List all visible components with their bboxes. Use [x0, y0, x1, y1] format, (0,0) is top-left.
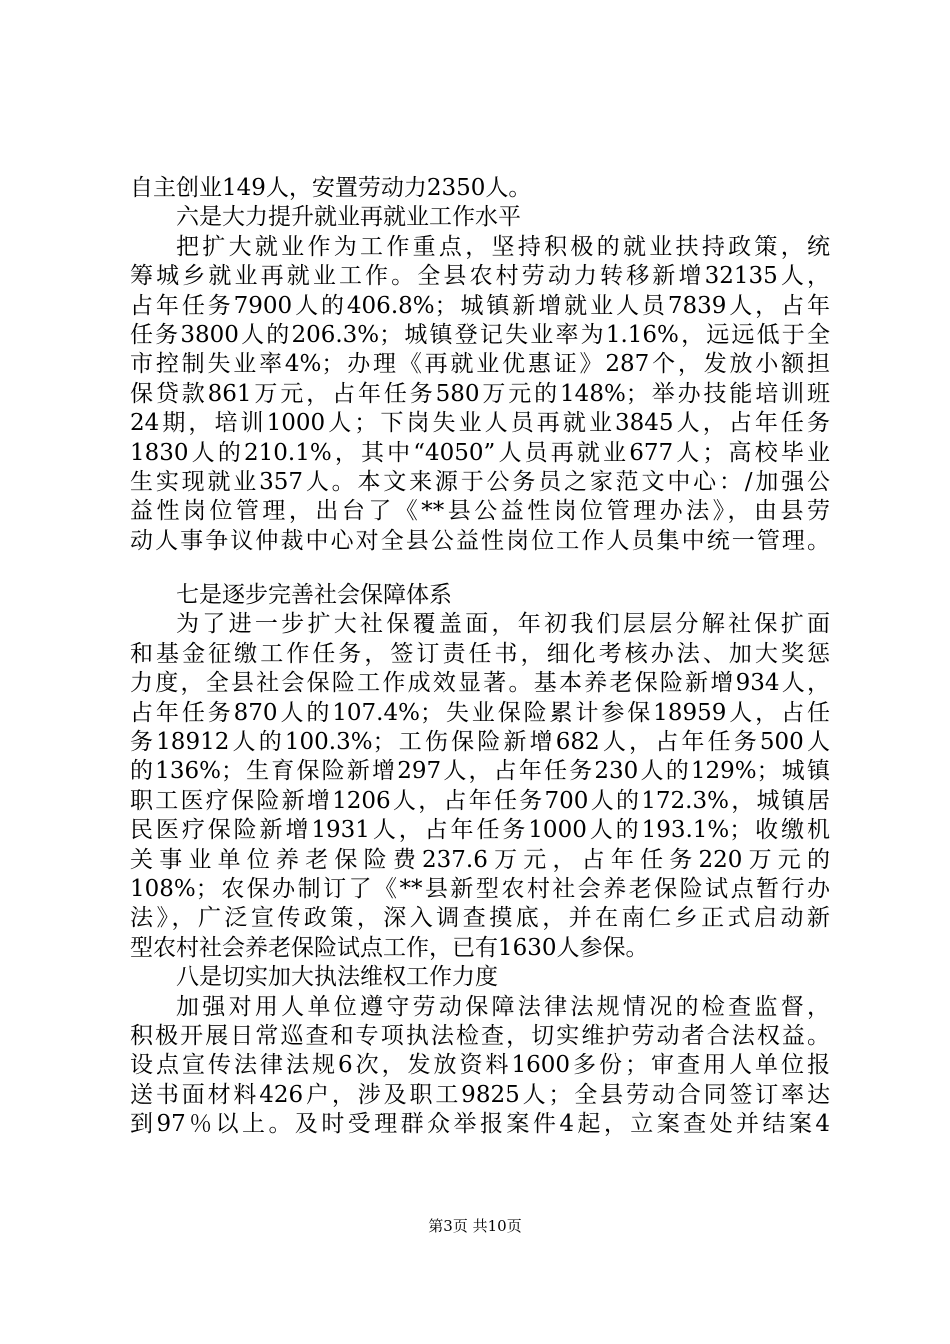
text-line: 力度，全县社会保险工作成效显著。基本养老保险新增934人， — [130, 670, 830, 697]
text-line: 职工医疗保险新增1206人，占年任务700人的172.3%，城镇居 — [130, 787, 830, 814]
section-heading: 八是切实加大执法维权工作力度 — [176, 964, 498, 991]
text-line: 保贷款861万元，占年任务580万元的148%；举办技能培训班 — [130, 380, 830, 407]
text-line: 到97％以上。及时受理群众举报案件4起，立案查处并结案4 — [130, 1111, 830, 1138]
text-line: 生实现就业357人。本文来源于公务员之家范文中心：/加强公 — [130, 468, 830, 495]
text-line: 务18912人的100.3%；工伤保险新增682人，占年任务500人 — [130, 729, 830, 756]
text-line: 筹城乡就业再就业工作。全县农村劳动力转移新增32135人， — [130, 263, 830, 290]
text-line: 型农村社会养老保险试点工作，已有1630人参保。 — [130, 934, 649, 961]
body-text — [130, 174, 830, 1140]
text-line: 动人事争议仲裁中心对全县公益性岗位工作人员集中统一管理。 — [130, 527, 830, 554]
text-line: 送书面材料426户，涉及职工9825人；全县劳动合同签订率达 — [130, 1081, 830, 1108]
section-heading: 七是逐步完善社会保障体系 — [176, 582, 452, 609]
text-line: 积极开展日常巡查和专项执法检查，切实维护劳动者合法权益。 — [130, 1022, 830, 1049]
text-line: 关事业单位养老保险费237.6万元，占年任务220万元的 — [130, 846, 830, 873]
text-line: 1830人的210.1%，其中“4050”人员再就业677人；高校毕业 — [130, 439, 830, 466]
text-line: 24期，培训1000人；下岗失业人员再就业3845人，占年任务 — [130, 410, 830, 437]
text-line: 和基金征缴工作任务，签订责任书，细化考核办法、加大奖惩 — [130, 640, 830, 667]
text-line: 把扩大就业作为工作重点，坚持积极的就业扶持政策，统 — [176, 233, 830, 260]
text-line: 民医疗保险新增1931人，占年任务1000人的193.1%；收缴机 — [130, 817, 830, 844]
text-line: 占年任务7900人的406.8%；城镇新增就业人员7839人，占年 — [130, 292, 830, 319]
text-line: 108%；农保办制订了《**县新型农村社会养老保险试点暂行办 — [130, 875, 830, 902]
text-line: 益性岗位管理，出台了《**县公益性岗位管理办法》，由县劳 — [130, 498, 830, 525]
paragraph-gap — [130, 556, 830, 581]
text-line: 自主创业149人，安置劳动力2350人。 — [130, 175, 532, 201]
text-line: 市控制失业率4%；办理《再就业优惠证》287个，发放小额担 — [130, 351, 830, 378]
text-line: 的136%；生育保险新增297人，占年任务230人的129%；城镇 — [130, 758, 830, 785]
page-footer: 第3页 共10页 — [428, 1217, 522, 1235]
text-line: 加强对用人单位遵守劳动保障法律法规情况的检查监督， — [176, 993, 830, 1020]
text-line: 为了进一步扩大社保覆盖面，年初我们层层分解社保扩面 — [176, 611, 830, 638]
text-line: 任务3800人的206.3%；城镇登记失业率为1.16%，远远低于全 — [130, 321, 830, 348]
text-line: 设点宣传法律法规6次，发放资料1600多份；审查用人单位报 — [130, 1052, 830, 1079]
text-line: 占年任务870人的107.4%；失业保险累计参保18959人，占任 — [130, 699, 830, 726]
text-line: 法》，广泛宣传政策，深入调查摸底，并在南仁乡正式启动新 — [130, 905, 830, 932]
section-heading: 六是大力提升就业再就业工作水平 — [176, 204, 521, 231]
